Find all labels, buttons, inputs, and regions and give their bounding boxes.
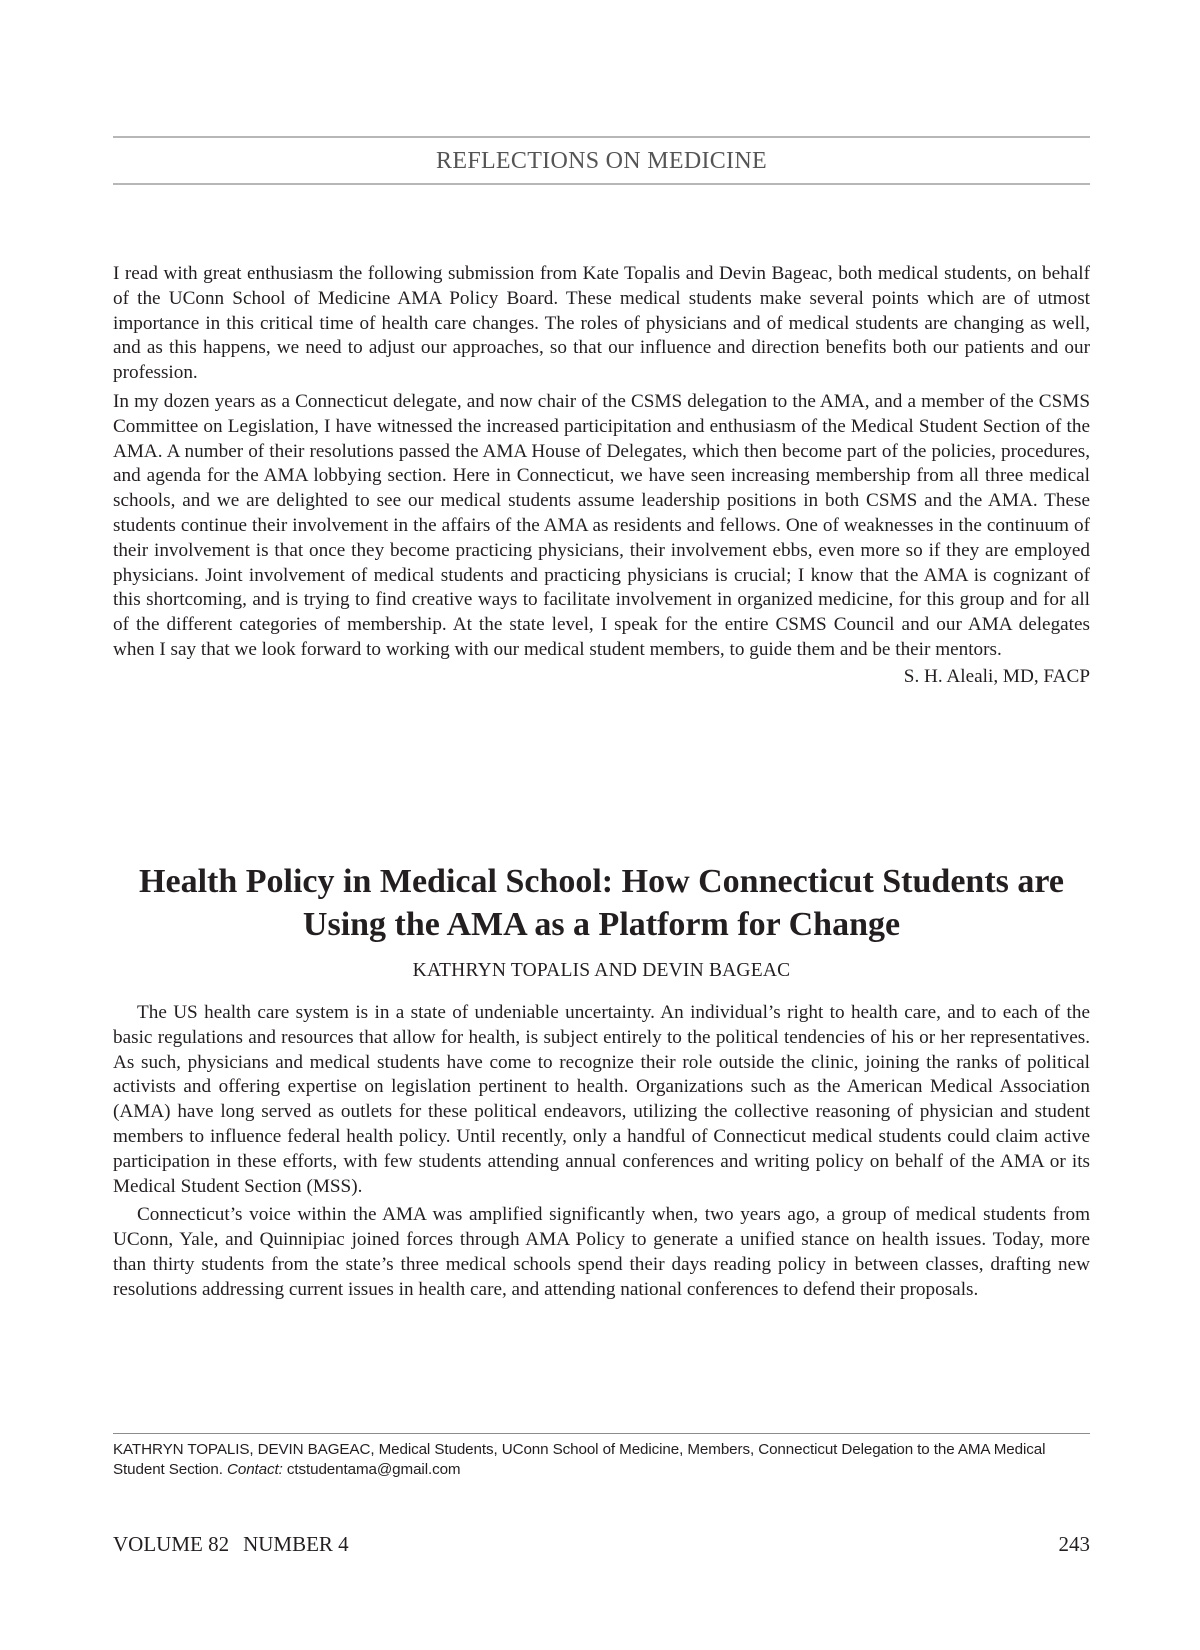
editor-signature: S. H. Aleali, MD, FACP — [903, 665, 1090, 687]
footnote-text — [113, 1440, 1090, 1480]
issue-info — [113, 1532, 349, 1557]
running-header — [113, 136, 1090, 185]
footnote-contact-label: Contact: — [226, 1461, 283, 1478]
intro-paragraph: In my dozen years as a Connecticut delegate, and now chair of the CSMS delegation to the AMA, and a member of the CSMS Committee on Legislation, I have witnessed the increased participitation and enthusiasm of the Medical Student Section of the AMA. A number of their resolutions passed the AMA House of Delegates, which then become part of the policies, procedures, and agenda for the AMA lobbying section. Here in Connecticut, we have seen increasing membership from all three medical schools, and we are delighted to see our medical students assume leadership positions in both CSMS and the AMA. These students continue their involvement in the affairs of the AMA as residents and fellows. One of weaknesses in the continuum of their involvement is that once they become practicing physicians, their involvement ebbs, even more so if they are employed physicians. Joint involvement of medical students and practicing physicians is crucial; I know that the AMA is cognizant of this shortcoming, and is trying to find creative ways to facilitate involvement in organized medicine, for this group and for all of the different categories of membership. At the state level, I speak for the entire CSMS Council and our AMA delegates when I say that we look forward to working with our medical student members, to guide them and be their mentors. — [113, 390, 1090, 660]
volume-label: VOLUME 82 — [113, 1532, 230, 1556]
editor-introduction — [113, 262, 1090, 689]
footnote-affiliation: KATHRYN TOPALIS, DEVIN BAGEAC, Medical Students, UConn School of Medicine, Members, Connecticut Delegation to the AMA Medical Student Section. — [113, 1441, 1046, 1478]
article-paragraph: Connecticut’s voice within the AMA was amplified significantly when, two years ago, a group of medical students from UConn, Yale, and Quinnipiac joined forces through AMA Policy to generate a unified stance on health issues. Today, more than thirty students from the state’s three medical schools spend their days reading policy in between classes, drafting new resolutions addressing current issues in health care, and attending national conferences to defend their proposals. — [113, 1204, 1090, 1300]
footnote-rule — [113, 1433, 1090, 1434]
page-footer — [113, 1532, 1090, 1557]
author-footnote — [113, 1433, 1090, 1480]
number-label: NUMBER 4 — [243, 1532, 349, 1556]
article-body — [113, 1001, 1090, 1303]
article-paragraph: The US health care system is in a state of undeniable uncertainty. An individual’s right to health care, and to each of the basic regulations and resources that allow for health, is subject entirely to the political tendencies of his or her representatives. As such, physicians and medical students have come to recognize their role outside the clinic, joining the ranks of political activists and offering expertise on legislation pertinent to health. Organizations such as the American Medical Association (AMA) have long served as outlets for these political endeavors, utilizing the collective reasoning of physician and student members to influence federal health policy. Until recently, only a handful of Connecticut medical students could claim active participation in these efforts, with few students attending annual conferences and writing policy on behalf of the AMA or its Medical Student Section (MSS). — [113, 1002, 1090, 1197]
footnote-contact-email: ctstudentama@gmail.com — [286, 1461, 461, 1478]
article-title: Health Policy in Medical School: How Connecticut Students are Using the AMA as a Platform for Change — [139, 863, 1064, 943]
intro-paragraph: I read with great enthusiasm the following submission from Kate Topalis and Devin Bageac, both medical students, on behalf of the UConn School of Medicine AMA Policy Board. These medical students make several points which are of utmost importance in this critical time of health care changes. The roles of physicians and of medical students are changing as well, and as this happens, we need to adjust our approaches, so that our influence and direction benefits both our patients and our profession. — [113, 263, 1090, 384]
journal-page — [113, 0, 1090, 1650]
article-authors: KATHRYN TOPALIS AND DEVIN BAGEAC — [412, 960, 791, 981]
section-title: REFLECTIONS ON MEDICINE — [436, 148, 767, 174]
header-bottom-rule — [113, 183, 1090, 185]
page-number: 243 — [1058, 1532, 1090, 1556]
